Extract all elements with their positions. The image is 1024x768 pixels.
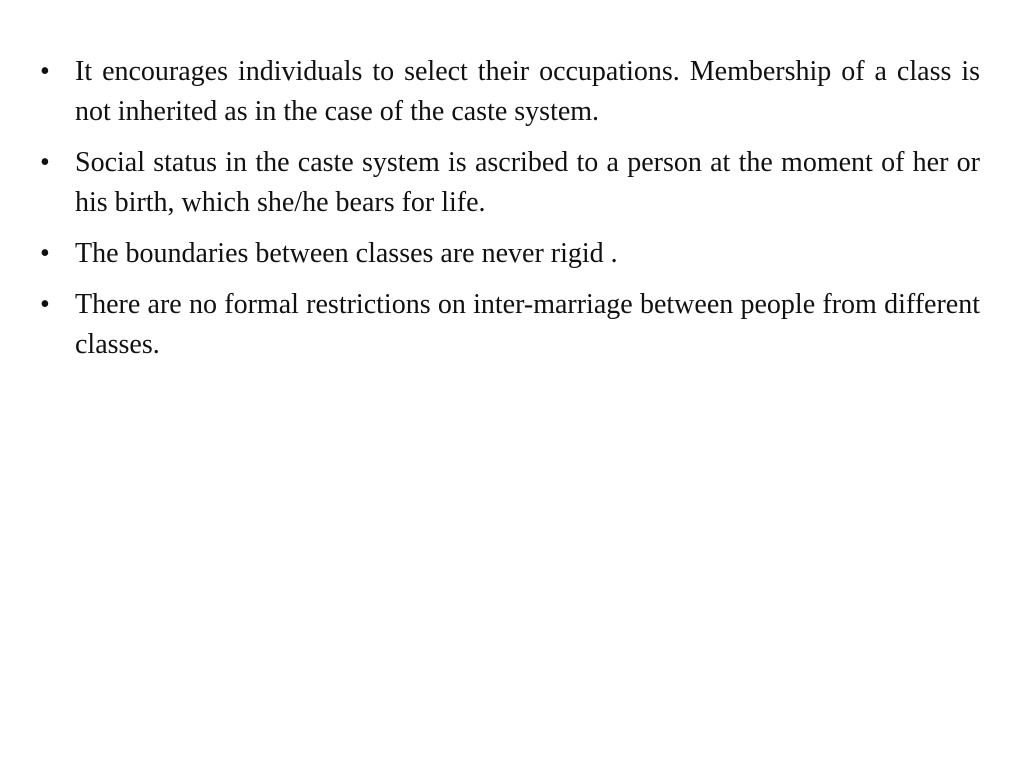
bullet-item-inter-marriage xyxy=(40,285,980,365)
bullet-item-boundaries xyxy=(40,234,980,274)
bullet-marker: • xyxy=(40,289,50,320)
bullet-item-occupation xyxy=(40,52,980,132)
bullet-text: It encourages individuals to select their occupations. Membership of a class is not inherited as in the case of the caste system. xyxy=(75,56,980,127)
bullet-list xyxy=(40,52,980,365)
bullet-item-social-status xyxy=(40,143,980,223)
bullet-text: The boundaries between classes are never rigid . xyxy=(75,238,618,269)
bullet-text: There are no formal restrictions on inter-marriage between people from different classes. xyxy=(75,289,980,360)
bullet-text: Social status in the caste system is ascribed to a person at the moment of her or his birth, which she/he bears for life. xyxy=(75,147,980,218)
bullet-marker: • xyxy=(40,238,50,269)
bullet-marker: • xyxy=(40,147,50,178)
bullet-marker: • xyxy=(40,56,50,87)
